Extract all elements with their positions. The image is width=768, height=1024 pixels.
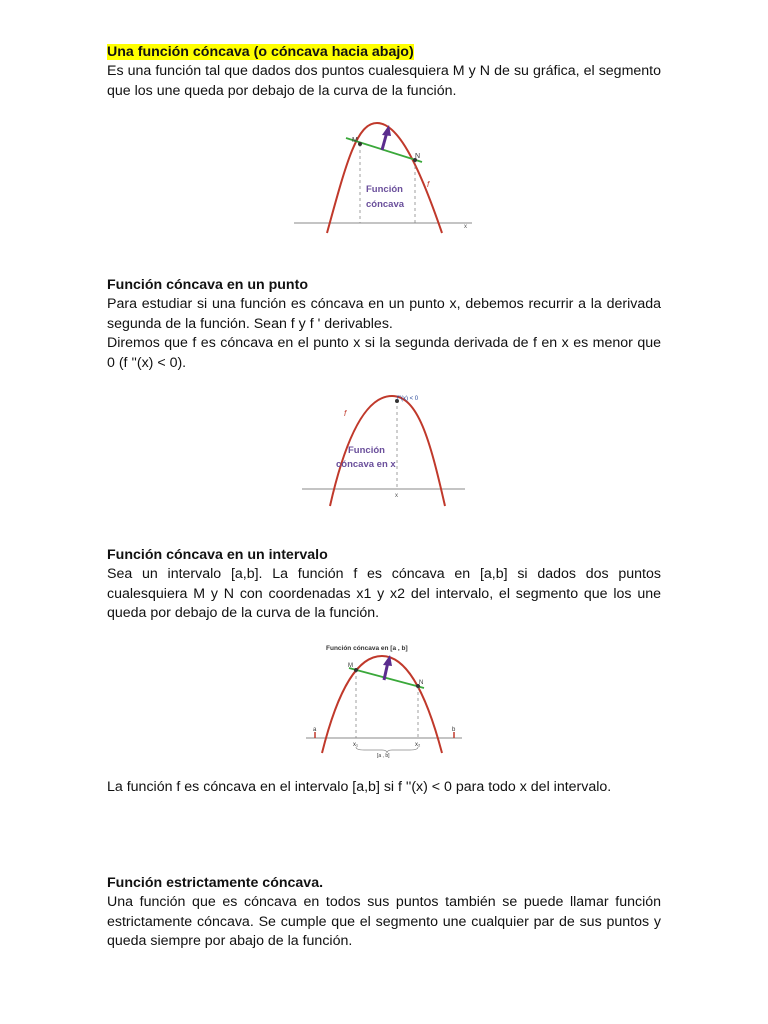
section-concave-in-interval	[107, 546, 661, 624]
section-concave-at-point	[107, 276, 661, 373]
paragraph: Diremos que f es cóncava en el punto x si la segunda derivada de f en x es menor que 0 (f ''(x) < 0).	[107, 335, 661, 371]
label-a: a	[313, 727, 317, 733]
label-m: M	[348, 663, 353, 669]
figure-caption-line1: Función	[348, 445, 385, 456]
section-strictly-concave	[107, 874, 661, 952]
figure-caption-line2: cóncava	[366, 199, 405, 210]
figure-caption-line2: cóncava en x	[336, 459, 396, 470]
label-f: f	[427, 180, 430, 189]
label-m: M	[352, 137, 358, 144]
section-heading: Función cóncava en un punto	[107, 277, 308, 293]
label-interval: [a , b]	[377, 753, 390, 758]
figure-title: Función cóncava en [a , b]	[326, 645, 408, 652]
paragraph: Una función que es cóncava en todos sus puntos también se puede llamar función estrictamente cóncava. Se cumple que el segmento une cualquier par de sus puntos y queda siempre por abajo de la función.	[107, 894, 661, 950]
section-heading: Una función cóncava (o cóncava hacia abajo)	[107, 44, 414, 60]
label-n: N	[415, 153, 421, 160]
paragraph: Es una función tal que dados dos puntos cualesquiera M y N de su gráfica, el segmento que los une queda por debajo de la curva de la función.	[107, 63, 661, 99]
section-heading: Función cóncava en un intervalo	[107, 547, 328, 563]
label-second-derivative: f''(x) < 0	[397, 396, 419, 402]
interval-conclusion	[107, 778, 661, 797]
label-x: x	[395, 493, 398, 499]
paragraph: Para estudiar si una función es cóncava en un punto x, debemos recurrir a la derivada segunda de la función. Sean f y f ' derivables.	[107, 296, 661, 332]
section-concave-function	[107, 43, 661, 101]
label-f: f	[344, 409, 347, 418]
paragraph: Sea un intervalo [a,b]. La función f es cóncava en [a,b] si dados dos puntos cualesquiera M y N con coordenadas x1 y x2 del intervalo, el segmento que los une queda por debajo de la curva de la función.	[107, 566, 661, 622]
section-heading: Función estrictamente cóncava.	[107, 875, 324, 891]
label-n: N	[419, 680, 424, 686]
label-x: x	[464, 224, 467, 230]
figure-caption-line1: Función	[366, 184, 403, 195]
label-b: b	[452, 727, 456, 733]
paragraph: La función f es cóncava en el intervalo [a,b] si f ''(x) < 0 para todo x del intervalo.	[107, 779, 612, 795]
label-x1: x₁	[353, 742, 359, 748]
concave-interval-figure	[304, 640, 464, 758]
concave-function-figure	[292, 120, 477, 235]
concave-at-point-figure	[300, 390, 470, 508]
label-x2: x₂	[415, 742, 421, 748]
